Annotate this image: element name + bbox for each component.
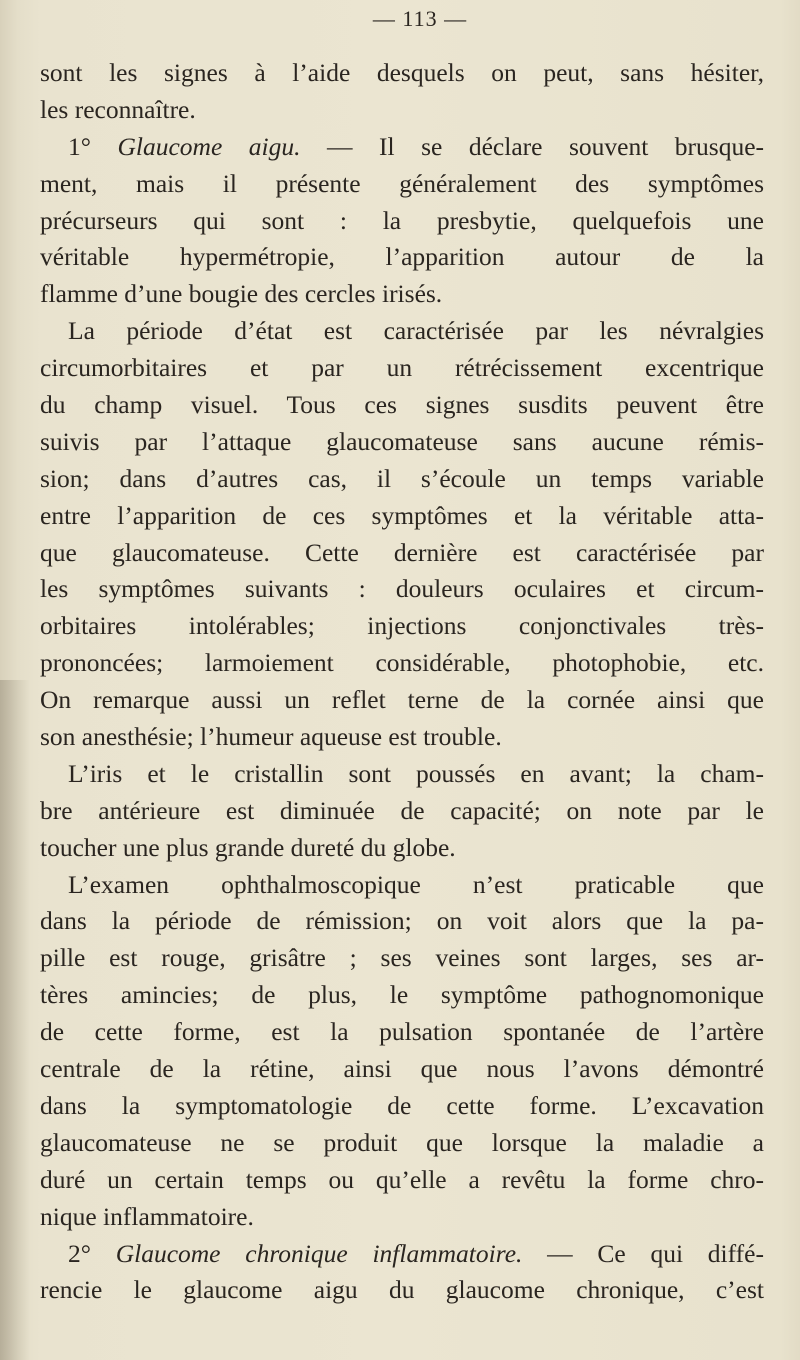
text-line: [40, 461, 764, 498]
line-text: de cette forme, est la pulsation spontanée de l’artère: [40, 1017, 764, 1047]
line-text: entre l’apparition de ces symptômes et la véritable atta-: [40, 500, 764, 530]
text-line: [40, 166, 764, 203]
binding-shadow: [0, 680, 30, 1360]
line-text: véritable hypermétropie, l’apparition autour de la: [40, 242, 764, 272]
line-text: suivis par l’attaque glaucomateuse sans aucune rémis-: [40, 426, 764, 456]
text-line: [40, 1162, 764, 1199]
text-line: [40, 129, 764, 166]
text-line: [40, 756, 764, 793]
line-text: les symptômes suivants : douleurs oculaires et circum-: [40, 574, 764, 604]
line-text: les reconnaître.: [40, 94, 196, 124]
line-text: La période d’état est caractérisée par les névralgies: [68, 316, 764, 346]
line-text: pille est rouge, grisâtre ; ses veines sont larges, ses ar-: [40, 943, 764, 973]
body-text: [40, 55, 764, 1309]
line-text: On remarque aussi un reflet terne de la cornée ainsi que: [40, 685, 764, 715]
line-text: duré un certain temps ou qu’elle a revêtu la forme chro-: [40, 1164, 764, 1194]
text-line: [40, 313, 764, 350]
line-text: — Il se déclare souvent brusque-: [300, 131, 765, 161]
line-text: son anesthésie; l’humeur aqueuse est trouble.: [40, 722, 502, 752]
line-text: précurseurs qui sont : la presbytie, quelquefois une: [40, 205, 764, 235]
text-line: [40, 535, 764, 572]
line-text: glaucomateuse ne se produit que lorsque la maladie a: [40, 1127, 764, 1157]
section-heading: Glaucome chronique inflammatoire.: [115, 1238, 523, 1268]
text-line: [40, 1051, 764, 1088]
line-text: du champ visuel. Tous ces signes susdits peuvent être: [40, 390, 764, 420]
line-text: L’examen ophthalmoscopique n’est praticable que: [68, 869, 764, 899]
section-number: 1°: [68, 131, 118, 161]
text-line: [40, 276, 764, 313]
line-text: L’iris et le cristallin sont poussés en avant; la cham-: [68, 758, 764, 788]
text-line: [40, 55, 764, 92]
text-line: [40, 830, 764, 867]
text-line: [40, 903, 764, 940]
section-number: 2°: [68, 1238, 116, 1268]
line-text: sont les signes à l’aide desquels on peut, sans hésiter,: [40, 58, 764, 87]
line-text: que glaucomateuse. Cette dernière est caractérisée par: [40, 537, 764, 567]
text-line: [40, 203, 764, 240]
line-text: tères amincies; de plus, le symptôme pathognomonique: [40, 980, 764, 1010]
line-text: centrale de la rétine, ainsi que nous l’avons démontré: [40, 1054, 764, 1084]
line-text: dans la symptomatologie de cette forme. L’excavation: [40, 1090, 764, 1120]
text-line: [40, 239, 764, 276]
text-line: [40, 867, 764, 904]
text-line: [40, 350, 764, 387]
text-line: [40, 424, 764, 461]
line-text: — Ce qui diffé-: [522, 1238, 764, 1268]
text-line: [40, 1088, 764, 1125]
text-line: [40, 977, 764, 1014]
line-text: nique inflammatoire.: [40, 1201, 254, 1231]
text-line: [40, 645, 764, 682]
line-text: prononcées; larmoiement considérable, photophobie, etc.: [40, 648, 764, 678]
text-line: [40, 1125, 764, 1162]
line-text: rencie le glaucome aigu du glaucome chronique, c’est: [40, 1275, 764, 1305]
line-text: sion; dans d’autres cas, il s’écoule un temps variable: [40, 463, 764, 493]
text-line: [40, 940, 764, 977]
line-text: circumorbitaires et par un rétrécissement excentrique: [40, 353, 764, 383]
text-line: [40, 1272, 764, 1309]
text-line: [40, 1236, 764, 1273]
page-number: — 113 —: [372, 6, 468, 31]
text-line: [40, 92, 764, 129]
line-text: orbitaires intolérables; injections conjonctivales très-: [40, 611, 764, 641]
text-line: [40, 793, 764, 830]
text-line: [40, 719, 764, 756]
line-text: flamme d’une bougie des cercles irisés.: [40, 279, 443, 309]
line-text: dans la période de rémission; on voit alors que la pa-: [40, 906, 764, 936]
section-heading: Glaucome aigu.: [117, 131, 301, 161]
text-line: [40, 498, 764, 535]
text-line: [40, 571, 764, 608]
line-text: bre antérieure est diminuée de capacité; on note par le: [40, 795, 764, 825]
text-line: [40, 1014, 764, 1051]
text-line: [40, 1199, 764, 1236]
text-line: [40, 608, 764, 645]
line-text: ment, mais il présente généralement des symptômes: [40, 168, 764, 198]
line-text: toucher une plus grande dureté du globe.: [40, 832, 456, 862]
text-line: [40, 682, 764, 719]
text-line: [40, 387, 764, 424]
